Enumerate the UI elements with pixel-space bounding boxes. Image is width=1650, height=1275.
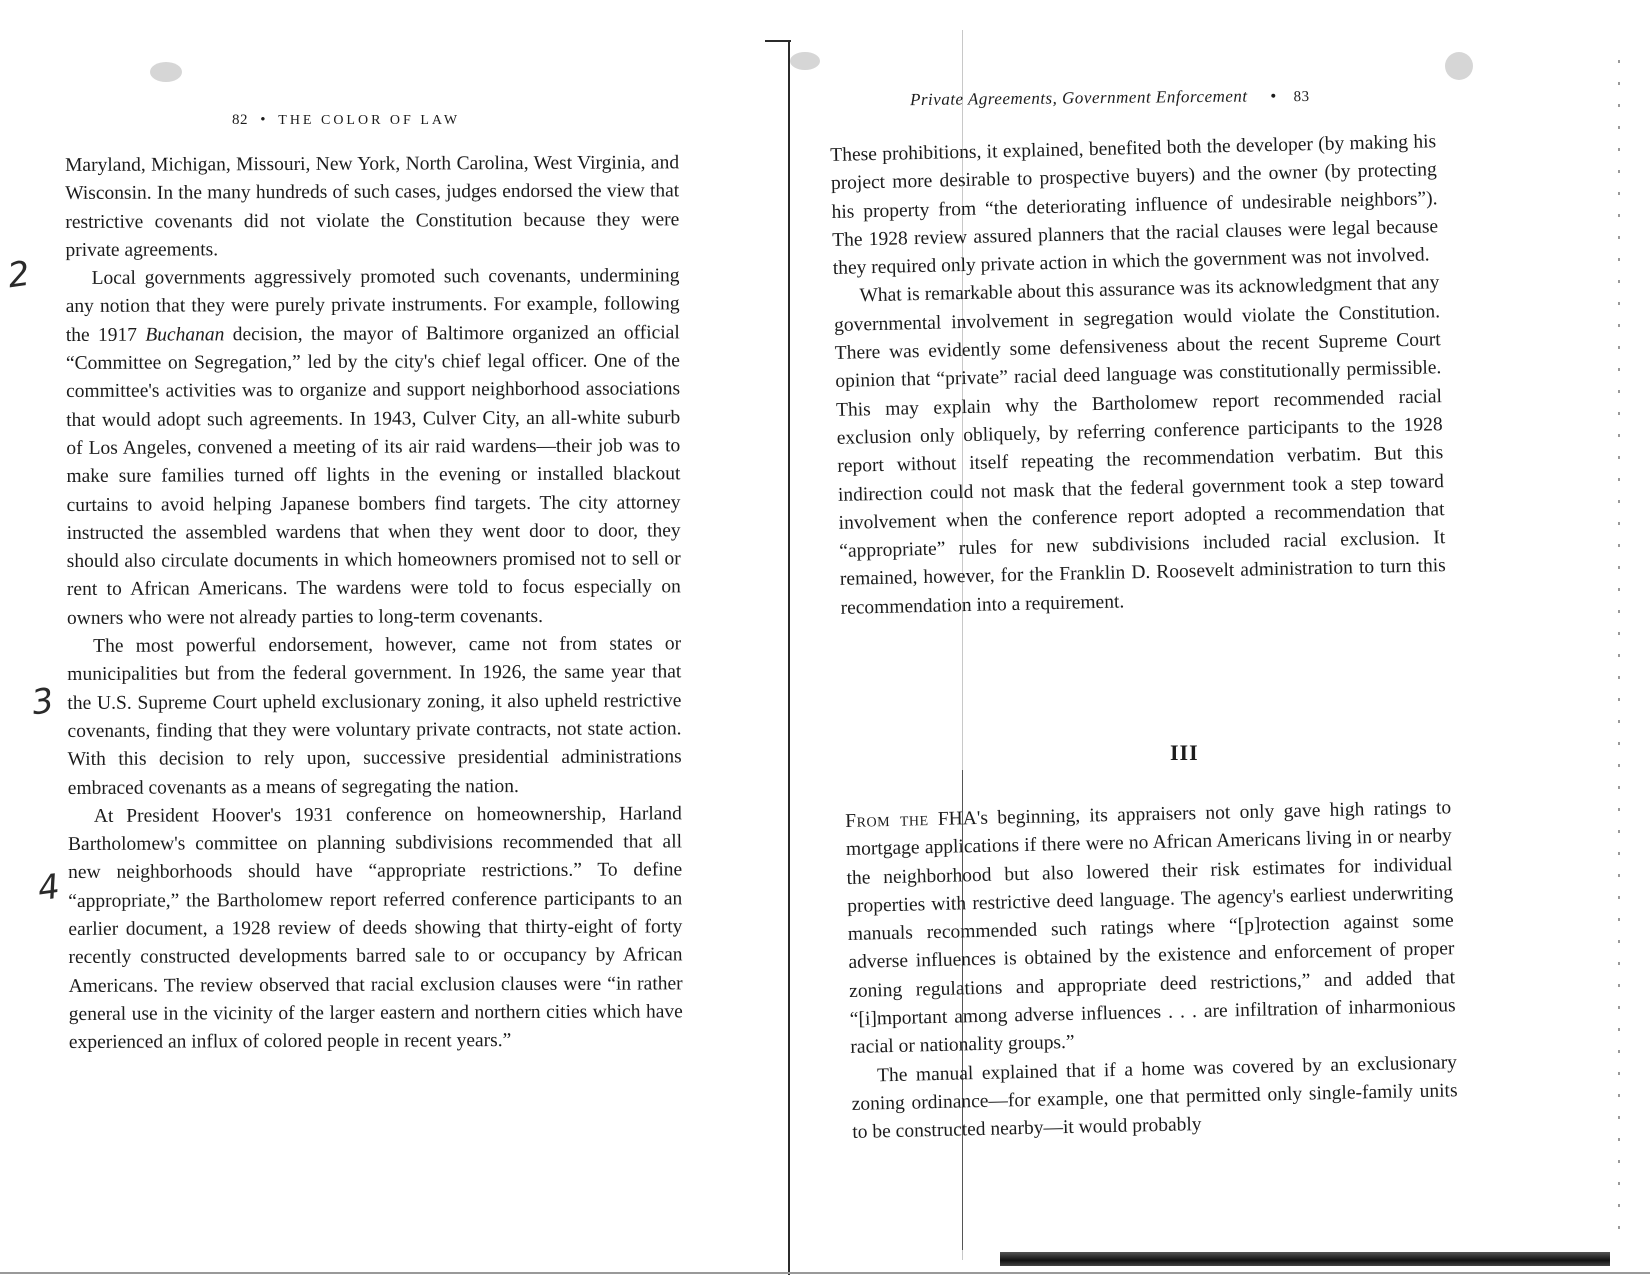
margin-note-4: 4 bbox=[35, 866, 63, 910]
left-paragraph-2-rest: decision, the mayor of Baltimore organized an official “Committee on Segregation,” led by the city's chief legal officer. One of the committee's activities was to organize and support neighborhood associations that would adopt such agreements. In 1943, Culver City, an all-white suburb of Los Angeles, convened a meeting of its air raid wardens—their job was to make sure families turned off lights in the evening or installed blackout curtains to avoid helping Japanese bombers find targets. The city attorney instructed the assembled wardens that when they went door to door, they should also circulate documents in which homeowners promised not to sell or rent to African Americans. The wardens were told to focus especially on owners who were not already parties to long-term covenants. bbox=[65, 322, 681, 629]
left-paragraph-2-start: Local governments aggressively promoted such covenants, undermining any notion that they were purely private instruments. For example, following the 1917 bbox=[65, 265, 680, 346]
right-head-separator: • bbox=[1270, 86, 1277, 106]
section-paragraph-2: The manual explained that if a home was covered by an exclusionary zoning ordinance—for example, one that permitted only single-family units to be constructed nearby—it would probably bbox=[851, 1051, 1458, 1144]
book-title: THE COLOR OF LAW bbox=[278, 113, 461, 128]
right-running-head bbox=[910, 86, 1310, 110]
left-page bbox=[0, 0, 780, 1275]
left-text-block bbox=[65, 149, 683, 1057]
right-text-block bbox=[830, 128, 1447, 623]
right-paragraph-1: These prohibitions, it explained, benefited both the developer (by making his project more desirable to prospective buyers) and the owner (by protecting his property from “the deteriorating influence of undesirable neighbors”). The 1928 review assured planners that the racial clauses were legal because they required only private action in which the government was not involved. bbox=[830, 131, 1439, 280]
left-page-number: 82 bbox=[232, 112, 248, 128]
case-name-italic: Buchanan bbox=[145, 324, 225, 346]
margin-note-3: 3 bbox=[29, 680, 57, 724]
left-paragraph-1: Maryland, Michigan, Missouri, New York, North Carolina, West Virginia, and Wisconsin. In the many hundreds of such cases, judges endorsed the view that restrictive covenants did not violate the Constitution because they were private agreements. bbox=[65, 152, 680, 261]
left-paragraph-4: At President Hoover's 1931 conference on homeownership, Harland Bartholomew's committee on planning subdivisions recommended that all new neighborhoods should have “appropriate restrictions.” To define “appropriate,” the Bartholomew report referred conference participants to an earlier document, a 1928 review of deeds showing that thirty-eight of forty recently constructed developments barred sale to or occupancy by African Americans. The review observed that racial exclusion clauses were “in rather general use in the vicinity of the larger eastern and northern cities which have experienced an influx of colored people in recent years.” bbox=[67, 803, 683, 1054]
section-text-block bbox=[845, 794, 1459, 1147]
section-paragraph-1-body: FHA's beginning, its appraisers not only gave high ratings to mortgage applications if there were no African Americans living in or nearby the neighborhood but also lowered their risk estimates for individual properties with restrictive deed language. The agency's earliest underwriting manuals recommended such ratings where “[p]rotection against some adverse influences is obtained by the existence and enforcement of proper zoning regulations and appropriate deed restrictions,” and added that “[i]mportant among adverse influences . . . are infiltration of inharmonious racial or nationality groups.” bbox=[845, 797, 1456, 1059]
left-paragraph-2 bbox=[65, 263, 681, 634]
section-lead-caps: From the bbox=[845, 809, 929, 832]
right-page bbox=[790, 0, 1650, 1275]
left-running-head bbox=[232, 112, 460, 129]
chapter-title: Private Agreements, Government Enforcement bbox=[909, 86, 1248, 110]
right-page-number: 83 bbox=[1293, 88, 1310, 106]
section-heading: III bbox=[1170, 740, 1199, 765]
section-paragraph-1 bbox=[845, 794, 1457, 1062]
right-paragraph-2: What is remarkable about this assurance was its acknowledgment that any governmental involvement in segregation would violate the Constitution. There was evidently some defensiveness about the recent Supreme Court opinion that “private” racial deed language was constitutionally permissible. This may explain why the Bartholomew report recommended racial exclusion only obliquely, by referring conference participants to the 1928 report without itself repeating the recommendation verbatim. But this indirection could not mask that the federal government took a step toward involvement when the conference report adopted a recommendation that “appropriate” rules for new subdivisions included racial exclusion. It remained, however, for the Franklin D. Roosevelt administration to turn this recommendation into a requirement. bbox=[833, 272, 1447, 619]
margin-note-2: 2 bbox=[5, 253, 33, 297]
left-head-separator: • bbox=[260, 112, 267, 128]
left-paragraph-3: The most powerful endorsement, however, came not from states or municipalities but from the federal government. In 1926, the same year that the U.S. Supreme Court upheld exclusionary zoning, it also upheld restrictive covenants, finding that they were voluntary private contracts, not state action. With this decision to rely upon, successive presidential administrations embraced covenants as a means of segregating the nation. bbox=[67, 633, 682, 799]
